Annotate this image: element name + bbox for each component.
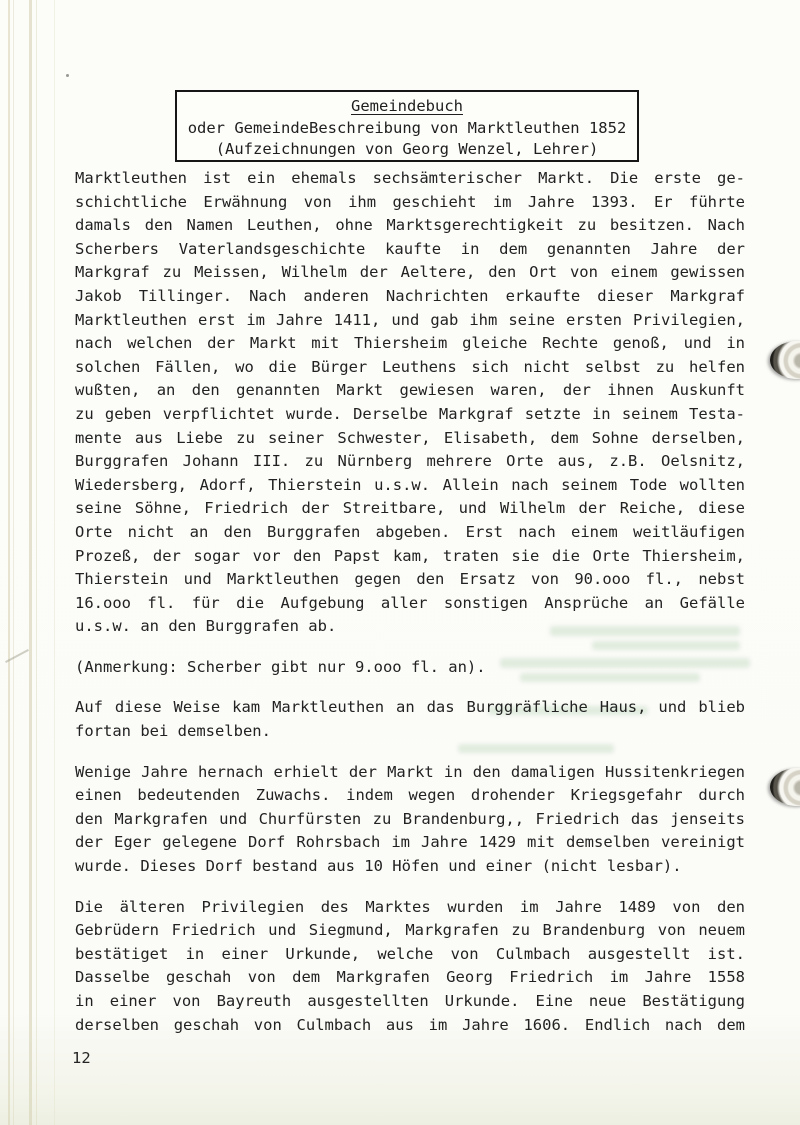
text-line: Markgraf zu Meissen, Wilhelm der Aeltere, den Ort von einem gewissen: [75, 263, 745, 282]
binder-hole-icon: [770, 768, 800, 806]
text-line: einen bedeutenden Zuwachs. indem wegen drohender Kriegsgefahr durch: [75, 786, 745, 805]
paper-speck: [66, 74, 69, 77]
text-line: Dasselbe geschah von dem Markgrafen Georg Friedrich im Jahre 1558: [75, 968, 745, 987]
paper-crease: [29, 0, 32, 1125]
title-row: [177, 96, 637, 118]
text-line: Auf diese Weise kam Marktleuthen an das Burggräfliche Haus, und blieb: [75, 698, 745, 717]
text-line: Orte nicht an den Burggrafen abgeben. Erst nach einem weitläufigen: [75, 522, 745, 541]
text-line: schichtliche Erwähnung von ihm geschieht im Jahre 1393. Er führte: [75, 192, 745, 211]
text-line: 16.ooo fl. für die Aufgebung aller sonstigen Ansprüche an Gefälle: [75, 593, 745, 612]
text-line: wußten, an den genannten Markt gewiesen waren, der ihnen Auskunft: [75, 381, 745, 400]
paper-crease: [8, 0, 10, 1125]
document-subtitle: oder GemeindeBeschreibung von Marktleuthen 1852: [187, 118, 627, 137]
paper-crease: [13, 0, 14, 1125]
text-line: in einer von Bayreuth ausgestellten Urkunde. Eine neue Bestätigung: [75, 992, 745, 1010]
text-line: (Anmerkung: Scherber gibt nur 9.ooo fl. an).: [75, 657, 486, 676]
text-line: nach welchen der Markt mit Thiersheim gleiche Rechte genoß, und in: [75, 334, 745, 353]
paragraph: [75, 761, 745, 879]
text-line: Jakob Tillinger. Nach anderen Nachrichten erkaufte dieser Markgraf: [75, 286, 745, 305]
paragraph: [75, 656, 745, 680]
text-line: Scherbers Vaterlandsgeschichte kaufte in dem genannten Jahre der: [75, 239, 745, 258]
paragraph: [75, 896, 745, 1038]
text-line: Die älteren Privilegien des Marktes wurden im Jahre 1489 von den: [75, 897, 745, 916]
text-line: seine Söhne, Friedrich der Streitbare, und Wilhelm der Reiche, diese: [75, 499, 745, 518]
document-title: Gemeindebuch: [351, 97, 463, 115]
text-line: Wenige Jahre hernach erhielt der Markt in den damaligen Hussitenkriegen: [75, 762, 745, 781]
text-line: derselben geschah von Culmbach aus im Jahre 1606. Endlich nach dem: [75, 1015, 745, 1034]
text-line: zu geben verpflichtet wurde. Derselbe Markgraf setzte in seinem Testa-: [75, 404, 745, 423]
document-body: [75, 167, 745, 1054]
text-line: fortan bei demselben.: [75, 722, 271, 741]
document-attribution: (Aufzeichnungen von Georg Wenzel, Lehrer): [215, 140, 599, 158]
text-line: bestätiget in einer Urkunde, welche von Culmbach ausgestellt ist.: [75, 944, 745, 963]
text-line: der Eger gelegene Dorf Rohrsbach im Jahre 1429 mit demselben vereinigt: [75, 833, 745, 852]
text-line: den Markgrafen und Churfürsten zu Brandenburg,, Friedrich das jenseits: [75, 809, 745, 828]
text-line: wurde. Dieses Dorf bestand aus 10 Höfen und einer (nicht lesbar).: [75, 857, 682, 876]
text-line: u.s.w. an den Burggrafen ab.: [75, 617, 337, 636]
text-line: Marktleuthen erst im Jahre 1411, und gab ihm seine ersten Privilegien,: [75, 310, 745, 329]
paragraph: [75, 696, 745, 743]
text-line: damals den Namen Leuthen, ohne Marktsgerechtigkeit zu besitzen. Nach: [75, 216, 745, 235]
text-line: Prozeß, der sogar vor den Papst kam, traten sie die Orte Thiersheim,: [75, 546, 745, 565]
text-line: Thierstein und Marktleuthen gegen den Ersatz von 90.ooo fl., nebst: [75, 570, 745, 589]
paragraph: [75, 167, 745, 639]
paper-crease: [36, 0, 37, 1125]
text-line: Gebrüdern Friedrich und Siegmund, Markgrafen zu Brandenburg von neuem: [75, 921, 745, 940]
text-line: Marktleuthen ist ein ehemals sechsämterischer Markt. Die erste ge-: [75, 169, 745, 187]
header-box: [175, 90, 639, 162]
text-line: mente aus Liebe zu seiner Schwester, Elisabeth, dem Sohne derselben,: [75, 428, 745, 447]
text-line: Burggrafen Johann III. zu Nürnberg mehrere Orte aus, z.B. Oelsnitz,: [75, 452, 745, 471]
binder-hole-icon: [770, 341, 800, 379]
page-number: 12: [72, 1049, 91, 1067]
text-line: Wiedersberg, Adorf, Thierstein u.s.w. Allein nach seinem Tode wollten: [75, 475, 745, 494]
text-line: solchen Fällen, wo die Bürger Leuthens sich nicht selbst zu helfen: [75, 357, 745, 376]
paper-crease: [54, 0, 55, 1125]
paper-scratch-mark: [5, 649, 29, 663]
